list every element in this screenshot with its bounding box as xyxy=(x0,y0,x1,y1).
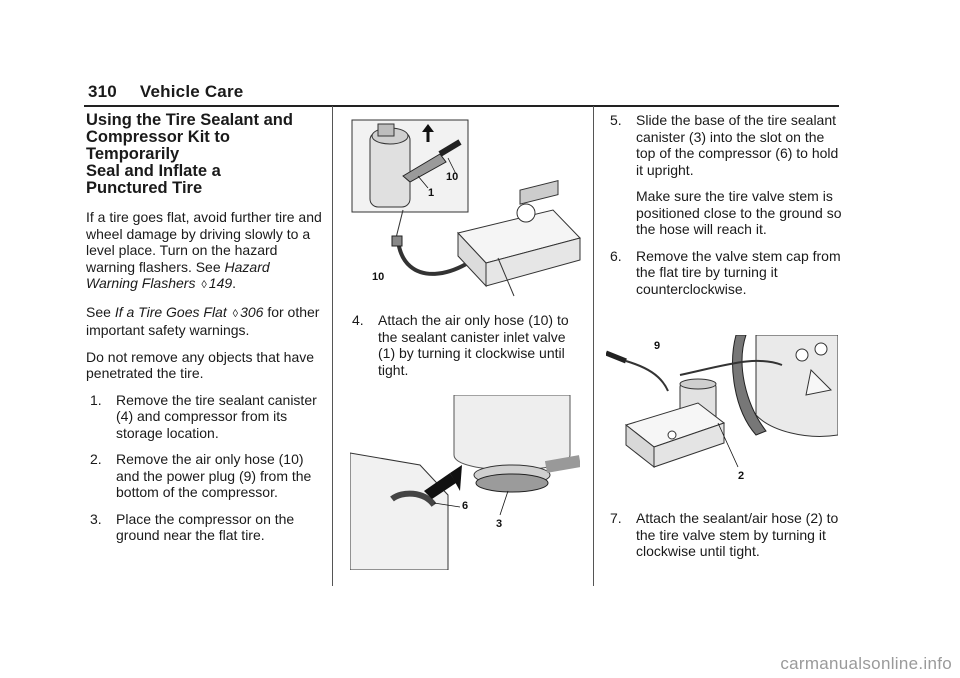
section-title: Vehicle Care xyxy=(139,82,244,101)
watermark: carmanualsonline.info xyxy=(780,654,952,673)
page-ref-icon: ◊ xyxy=(232,307,239,320)
page-number: 310 xyxy=(88,82,117,101)
see-paragraph: See If a Tire Goes Flat ◊ 306 for other important safety warnings. xyxy=(86,303,320,338)
fig2-callout-6: 6 xyxy=(462,500,469,512)
right-column-bottom xyxy=(610,510,842,570)
figure-attach-air-hose xyxy=(348,118,588,303)
step-5: 5. Slide the base of the tire sealant canister (3) into the slot on the top of the compressor (6) to hold it upright. xyxy=(610,112,839,178)
page-ref-149[interactable]: 149 xyxy=(208,275,233,291)
hazard-flashers-link[interactable]: Hazard Warning Flashers xyxy=(86,258,270,291)
intro-paragraph: If a tire goes flat, avoid further tire and wheel damage by driving slowly to a level place. Turn on the hazard warning flashers. See Hazard Warning Flashers ◊ 149. xyxy=(86,209,322,291)
tire-flat-link[interactable]: If a Tire Goes Flat xyxy=(114,303,227,320)
warning-paragraph: Do not remove any objects that have penetrated the tire. xyxy=(86,348,315,381)
step-2: 2. Remove the air only hose (10) and the power plug (9) from the bottom of the compressor. xyxy=(90,451,312,500)
section-heading: Using the Tire Sealant and Compressor Kit to Temporarily Seal and Inflate a Punctured Tire xyxy=(86,111,293,197)
fig1-callout-10-bottom: 10 xyxy=(372,271,385,283)
page-ref-icon: ◊ xyxy=(201,279,207,291)
header-rule xyxy=(84,105,839,107)
left-column xyxy=(86,112,324,554)
right-column xyxy=(610,112,842,307)
figure-canister-slot xyxy=(350,395,580,570)
step-7: 7. Attach the sealant/air hose (2) to the tire valve stem by turning it clockwise until tight. xyxy=(610,510,839,559)
column-divider-1 xyxy=(332,106,333,586)
step-6: 6. Remove the valve stem cap from the flat tire by turning it counterclockwise. xyxy=(610,247,841,297)
step-5-note: Make sure the tire valve stem is positioned close to the ground so the hose will reach it. xyxy=(636,188,842,237)
fig3-callout-2: 2 xyxy=(738,470,745,482)
page-ref-306[interactable]: 306 xyxy=(240,303,264,320)
fig1-callout-1: 1 xyxy=(428,187,435,199)
step-3: 3. Place the compressor on the ground near the flat tire. xyxy=(90,510,295,543)
column-divider-2 xyxy=(593,106,594,586)
middle-column xyxy=(352,312,584,388)
fig3-callout-9: 9 xyxy=(654,340,661,352)
page-header xyxy=(88,82,243,102)
step-4: 4. Attach the air only hose (10) to the sealant canister inlet valve (1) by turning it clockwise until tight. xyxy=(352,312,569,378)
step-1: 1. Remove the tire sealant canister (4) and compressor from its storage location. xyxy=(90,391,317,441)
figure-hose-to-tire xyxy=(606,335,838,485)
fig1-callout-10-top: 10 xyxy=(446,171,459,183)
fig2-callout-3: 3 xyxy=(496,518,503,530)
